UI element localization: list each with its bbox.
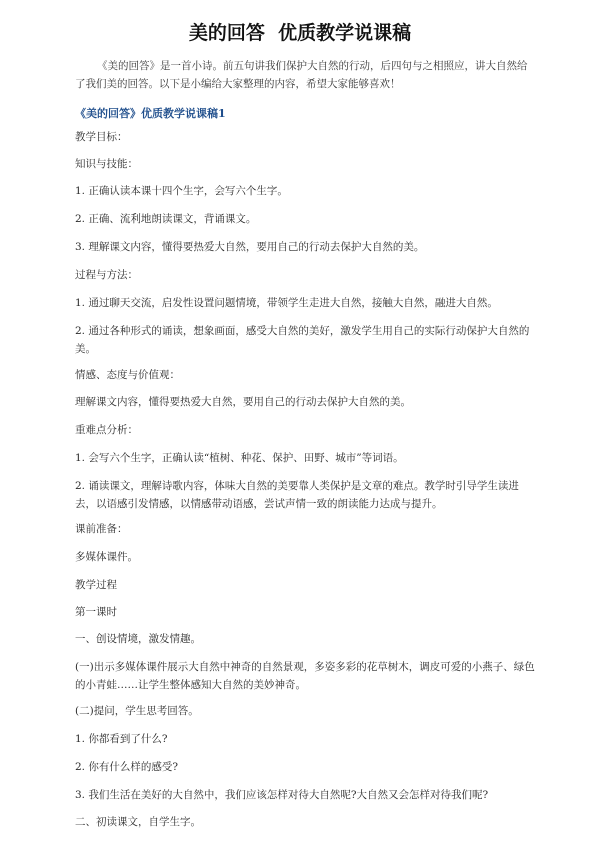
paragraph-emotion-values: 情感、态度与价值观： (75, 369, 180, 381)
paragraph-item: (二)提问，学生思考回答。 (75, 705, 199, 717)
paragraph-question: 1. 你都看到了什么? (75, 733, 168, 745)
paragraph-first-lesson: 第一课时 (75, 606, 117, 618)
document-title: 美的回答 优质教学说课稿 (188, 22, 412, 44)
section-title: 《美的回答》优质教学说课稿1 (75, 107, 226, 120)
paragraph-key-points: 重难点分析： (75, 424, 138, 436)
paragraph-item: 1. 正确认读本课十四个生字，会写六个生字。 (75, 185, 288, 197)
paragraph-question: 2. 你有什么样的感受? (75, 761, 178, 773)
paragraph-item: 1. 会写六个生字，正确认读“植树、种花、保护、田野、城市”等词语。 (75, 452, 404, 464)
paragraph-item: (一)出示多媒体课件展示大自然中神奇的自然景观，多姿多彩的花草树木，调皮可爱的小燕子、绿色的小青蛙……让学生整体感知大自然的美妙神奇。 (75, 661, 535, 691)
intro-paragraph: 《美的回答》是一首小诗。前五句讲我们保护大自然的行动，后四句与之相照应，讲大自然给了我们美的回答。以下是小编给大家整理的内容，希望大家能够喜欢！ (75, 60, 528, 90)
paragraph-preparation: 课前准备： (75, 523, 128, 535)
paragraph-question: 3. 我们生活在美好的大自然中，我们应该怎样对待大自然呢?大自然又会怎样对待我们呢? (75, 789, 489, 801)
paragraph-item: 3. 理解课文内容，懂得要热爱大自然，要用自己的行动去保护大自然的美。 (75, 241, 425, 253)
paragraph-item: 2. 诵读课文，理解诗歌内容，体味大自然的美要靠人类保护是文章的难点。教学时引导学生读进去，以语感引发情感，以情感带动语感，尝试声情一致的朗读能力达成与提升。 (75, 480, 519, 510)
paragraph-item: 1. 通过聊天交流，启发性设置问题情境，带领学生走进大自然，接触大自然，融进大自然。 (75, 297, 498, 309)
paragraph-item: 2. 正确、流利地朗读课文，背诵课文。 (75, 213, 257, 225)
paragraph-teaching-goals: 教学目标： (75, 131, 128, 143)
paragraph-item: 理解课文内容，懂得要热爱大自然，要用自己的行动去保护大自然的美。 (75, 396, 411, 408)
paragraph-step-heading: 一、创设情境，激发情趣。 (75, 633, 201, 645)
paragraph-item: 2. 通过各种形式的诵读，想象画面，感受大自然的美好，激发学生用自己的实际行动保护大自然的美。 (75, 325, 530, 355)
paragraph-knowledge-skills: 知识与技能： (75, 158, 138, 170)
paragraph-teaching-process: 教学过程 (75, 579, 117, 591)
paragraph-step-heading: 二、初读课文，自学生字。 (75, 816, 201, 828)
paragraph-item: 多媒体课件。 (75, 551, 138, 563)
paragraph-process-methods: 过程与方法： (75, 269, 138, 281)
